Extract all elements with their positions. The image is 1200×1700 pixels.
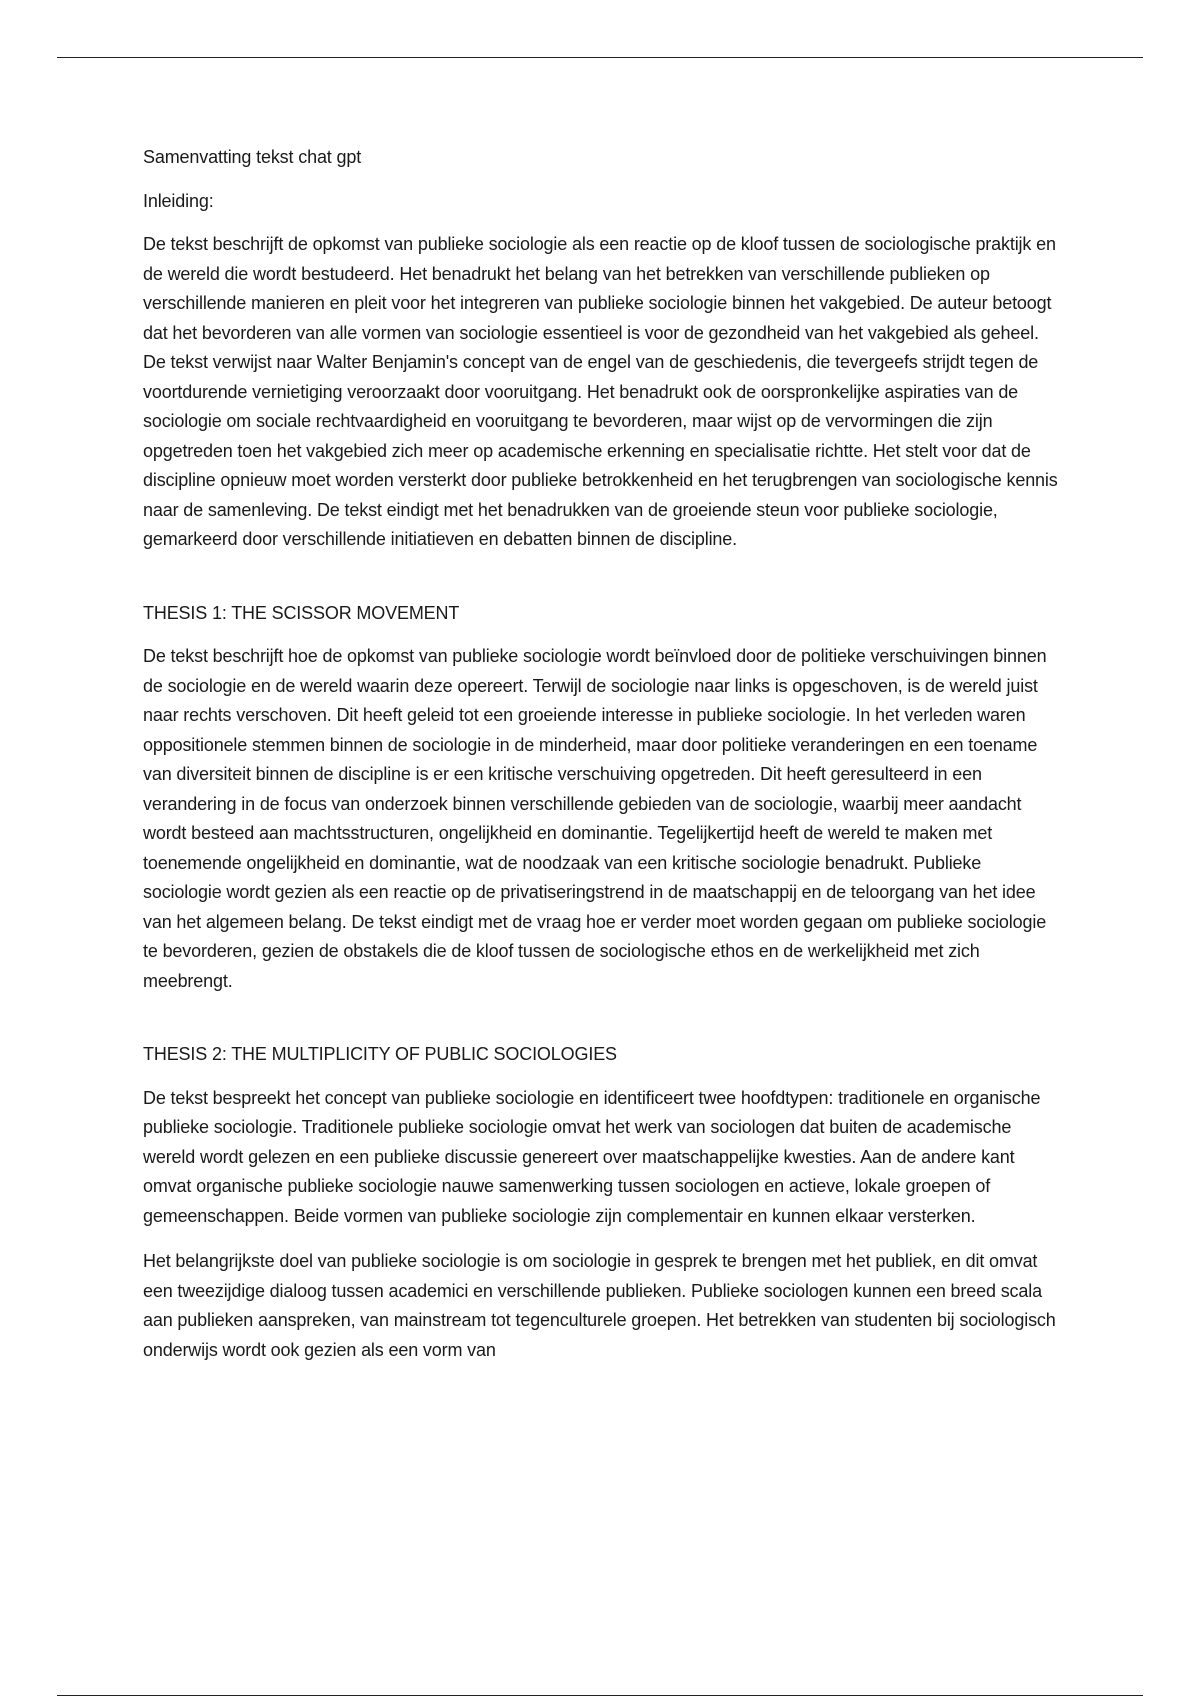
- section-heading-thesis-1: THESIS 1: THE SCISSOR MOVEMENT: [143, 602, 460, 623]
- section-heading-thesis-2: THESIS 2: THE MULTIPLICITY OF PUBLIC SOCIOLOGIES: [143, 1044, 617, 1064]
- thesis-2-paragraph-2: Het belangrijkste doel van publieke sociologie is om sociologie in gesprek te brengen met het publiek, en dit omvat een tweezijdige dialoog tussen academici en verschillende publieken. Publieke sociologen kunnen een breed scala aan publieken aanspreken, van mainstream tot tegenculturele groepen. Het betrekken van studenten bij sociologisch onderwijs wordt ook gezien als een vorm van: [143, 1251, 1056, 1360]
- header-rule: [57, 57, 1143, 58]
- footer-rule: [57, 1695, 1143, 1696]
- intro-paragraph: De tekst beschrijft de opkomst van publieke sociologie als een reactie op de kloof tussen de sociologische praktijk en de wereld die wordt bestudeerd. Het benadrukt het belang van het betrekken van verschillende publieken op verschillende manieren en pleit voor het integreren van publieke sociologie binnen het vakgebied. De auteur betoogt dat het bevorderen van alle vormen van sociologie essentieel is voor de gezondheid van het vakgebied als geheel. De tekst verwijst naar Walter Benjamin's concept van de engel van de geschiedenis, die tevergeefs strijdt tegen de voortdurende vernietiging veroorzaakt door vooruitgang. Het benadrukt ook de oorspronkelijke aspiraties van de sociologie om sociale rechtvaardigheid en vooruitgang te bevorderen, maar wijst op de vervormingen die zijn opgetreden toen het vakgebied zich meer op academische erkenning en specialisatie richtte. Het stelt voor dat de discipline opnieuw moet worden versterkt door publieke betrokkenheid en het terugbrengen van sociologische kennis naar de samenleving. De tekst eindigt met het benadrukken van de groeiende steun voor publieke sociologie, gemarkeerd door verschillende initiatieven en debatten binnen de discipline.: [143, 234, 1058, 549]
- document-title: Samenvatting tekst chat gpt: [143, 147, 362, 167]
- intro-label: Inleiding:: [143, 190, 214, 211]
- document-body: [143, 143, 1063, 1381]
- thesis-2-paragraph-1: De tekst bespreekt het concept van publieke sociologie en identificeert twee hoofdtypen: traditionele en organische publieke sociologie. Traditionele publieke sociologie omvat het werk van sociologen dat buiten de academische wereld wordt gelezen en een publieke discussie genereert over maatschappelijke kwesties. Aan de andere kant omvat organische publieke sociologie nauwe samenwerking tussen sociologen en actieve, lokale groepen of gemeenschappen. Beide vormen van publieke sociologie zijn complementair en kunnen elkaar versterken.: [143, 1087, 1041, 1226]
- thesis-1-paragraph: De tekst beschrijft hoe de opkomst van publieke sociologie wordt beïnvloed door de politieke verschuivingen binnen de sociologie en de wereld waarin deze opereert. Terwijl de sociologie naar links is opgeschoven, is de wereld juist naar rechts verschoven. Dit heeft geleid tot een groeiende interesse in publieke sociologie. In het verleden waren oppositionele stemmen binnen de sociologie in de minderheid, maar door politieke veranderingen en een toename van diversiteit binnen de discipline is er een kritische verschuiving opgetreden. Dit heeft geresulteerd in een verandering in de focus van onderzoek binnen verschillende gebieden van de sociologie, waarbij meer aandacht wordt besteed aan machtsstructuren, ongelijkheid en dominantie. Tegelijkertijd heeft de wereld te maken met toenemende ongelijkheid en dominantie, wat de noodzaak van een kritische sociologie benadrukt. Publieke sociologie wordt gezien als een reactie op de privatiseringstrend in de maatschappij en de teloorgang van het idee van het algemeen belang. De tekst eindigt met de vraag hoe er verder moet worden gegaan om publieke sociologie te bevorderen, gezien de obstakels die de kloof tussen de sociologische ethos en de werkelijkheid met zich meebrengt.: [143, 646, 1047, 991]
